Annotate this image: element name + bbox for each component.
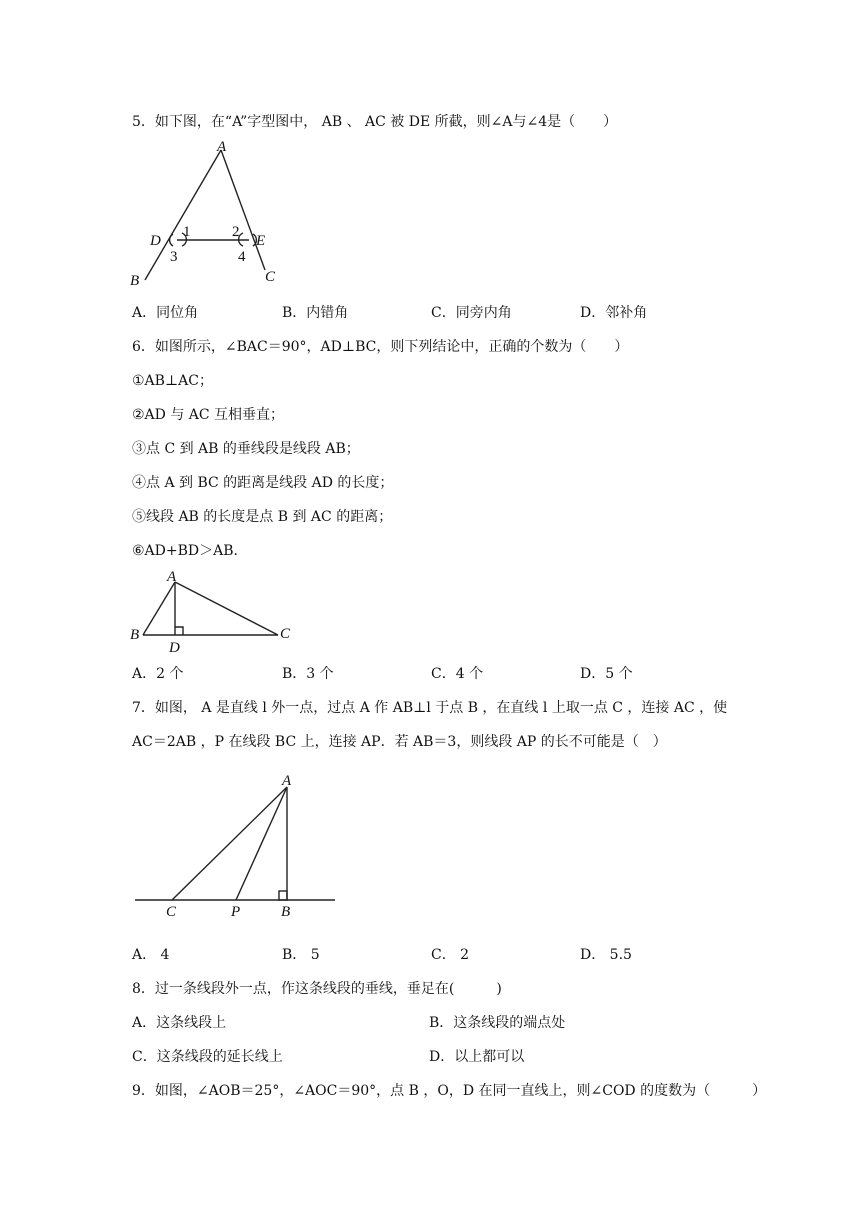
q7-option-b: B． 5 (282, 947, 320, 963)
q5-stem: 5．如下图，在“A”字型图中， AB 、 AC 被 DE 所截，则∠A与∠4是（ ） (132, 114, 618, 130)
q6-label-d: D (169, 640, 180, 656)
q5-label-4: 4 (238, 249, 246, 265)
q5-option-b: B．内错角 (282, 305, 349, 321)
q5-label-d: D (150, 233, 161, 249)
q7-label-c: C (166, 904, 177, 918)
q5-line-ab (145, 150, 221, 280)
q5-label-1: 1 (183, 224, 191, 240)
q6-option-a: A．2 个 (132, 666, 184, 682)
q7-label-p: P (231, 904, 241, 918)
q7-stem-line1: 7．如图， A 是直线 l 外一点，过点 A 作 AB⊥l 于点 B ，在直线 l 上取一点 C ，连接 AC ，使 (132, 700, 728, 716)
q6-label-c: C (280, 626, 291, 642)
q5-angle-d-arc (170, 234, 173, 246)
q7-line-ac (172, 787, 287, 900)
q6-stem: 6．如图所示，∠BAC＝90°，AD⊥BC，则下列结论中，正确的个数为（ ） (132, 339, 629, 355)
q7-figure (130, 770, 345, 918)
q7-option-a: A． 4 (132, 947, 170, 963)
q5-label-c: C (265, 269, 276, 285)
q5-option-d: D．邻补角 (580, 305, 648, 321)
q5-label-2: 2 (232, 224, 240, 240)
q6-line-ab (143, 582, 175, 635)
q6-statement-2: ②AD 与 AC 互相垂直； (132, 407, 285, 423)
q7-right-angle-mark (279, 891, 287, 900)
q6-statement-1: ①AB⊥AC； (132, 373, 213, 389)
q6-right-angle-mark (175, 627, 183, 635)
q5-label-3: 3 (170, 249, 178, 265)
q7-label-b: B (281, 904, 291, 918)
q8-stem: 8．过一条线段外一点，作这条线段的垂线，垂足在( ) (132, 981, 502, 997)
q6-statement-3: ③点 C 到 AB 的垂线段是线段 AB； (132, 441, 360, 457)
q7-label-a: A (282, 773, 292, 789)
q8-option-b: B．这条线段的端点处 (429, 1015, 566, 1031)
q6-label-b: B (130, 627, 140, 643)
q6-statement-5: ⑤线段 AB 的长度是点 B 到 AC 的距离； (132, 509, 393, 525)
q8-option-c: C．这条线段的延长线上 (132, 1049, 283, 1065)
q5-label-a: A (217, 139, 227, 155)
q6-line-ac (175, 582, 278, 635)
q6-statement-6: ⑥AD+BD＞AB． (132, 543, 248, 559)
q7-option-c: C． 2 (431, 947, 470, 963)
q6-figure (125, 566, 295, 656)
q5-label-b: B (130, 273, 140, 289)
q6-label-a: A (167, 569, 177, 585)
q8-option-d: D．以上都可以 (429, 1049, 525, 1065)
q9-stem: 9．如图，∠AOB＝25°，∠AOC＝90°，点 B ，O，D 在同一直线上，则∠COD 的度数为（ ） (132, 1083, 767, 1099)
q5-label-e: E (256, 233, 266, 249)
q7-stem-line2: AC＝2AB ，P 在线段 BC 上，连接 AP．若 AB＝3，则线段 AP 的长不可能是（ ） (132, 734, 667, 750)
q5-option-c: C．同旁内角 (431, 305, 512, 321)
q6-option-d: D．5 个 (580, 666, 633, 682)
q6-option-b: B．3 个 (282, 666, 334, 682)
q6-option-c: C．4 个 (431, 666, 484, 682)
q5-option-a: A．同位角 (132, 305, 199, 321)
q6-statement-4: ④点 A 到 BC 的距离是线段 AD 的长度； (132, 475, 394, 491)
q8-option-a: A．这条线段上 (132, 1015, 227, 1031)
q5-figure (125, 138, 285, 290)
q7-option-d: D． 5.5 (580, 947, 632, 963)
q7-line-ap (236, 787, 287, 900)
